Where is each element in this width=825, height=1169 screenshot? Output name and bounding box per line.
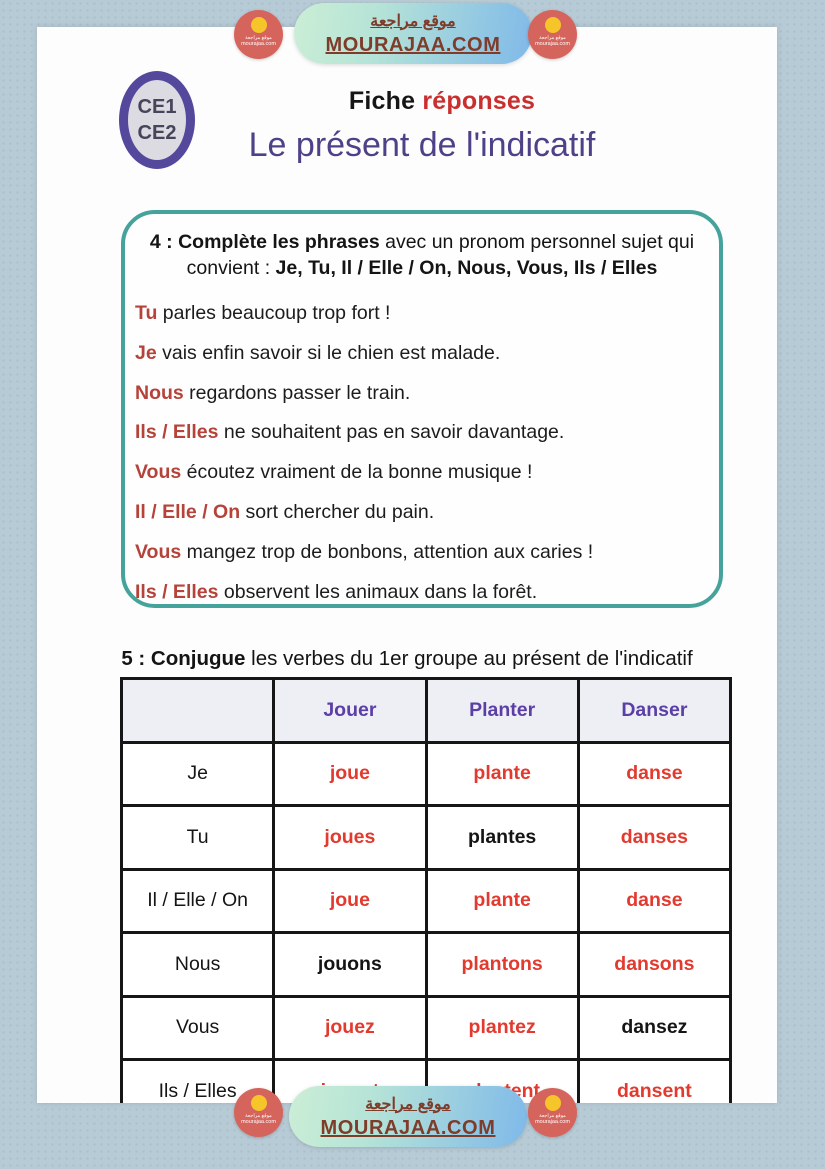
conjugation-cell: dansez bbox=[578, 996, 730, 1060]
exercise5-instruction-text: les verbes du 1er groupe au présent de l'indicatif bbox=[245, 647, 693, 670]
table-corner-cell bbox=[122, 679, 274, 743]
logo-domain-text: mourajaa.com bbox=[241, 1119, 276, 1125]
top-site-banner bbox=[294, 3, 532, 64]
exercise4-instruction-text: avec un pronom personnel sujet qui convient : bbox=[186, 231, 695, 279]
sentence-text: parles beaucoup trop fort ! bbox=[157, 302, 391, 324]
answer-pronoun: Ils / Elles bbox=[135, 580, 219, 603]
bottom-banner-arabic-text: موقع مراجعة bbox=[365, 1095, 451, 1113]
exercise5-number: 5 : Conjugue bbox=[121, 647, 246, 670]
pronoun-label: Tu bbox=[122, 806, 274, 870]
mourajaa-logo-top-right bbox=[528, 10, 577, 59]
verb-header-danser: Danser bbox=[578, 679, 730, 743]
title-prefix: Fiche bbox=[348, 87, 423, 115]
table-row bbox=[122, 869, 731, 933]
book-icon bbox=[545, 1095, 561, 1111]
conjugation-cell: joue bbox=[274, 869, 426, 933]
sentence bbox=[135, 493, 719, 533]
answer-pronoun: Il / Elle / On bbox=[135, 500, 241, 523]
table-row bbox=[122, 933, 731, 997]
sentence bbox=[135, 533, 719, 573]
logo-domain-text: mourajaa.com bbox=[241, 41, 276, 47]
pronoun-label: Il / Elle / On bbox=[122, 869, 274, 933]
sentence-text: vais enfin savoir si le chien est malade. bbox=[156, 341, 501, 364]
book-icon bbox=[545, 17, 561, 33]
exercise4-box bbox=[121, 210, 723, 608]
logo-arabic-text: موقع مراجعة bbox=[245, 35, 272, 41]
logo-domain-text: mourajaa.com bbox=[535, 1119, 570, 1125]
answer-pronoun: Ils / Elles bbox=[135, 421, 219, 444]
page-title bbox=[107, 87, 777, 116]
conjugation-cell: joues bbox=[274, 806, 426, 870]
conjugation-cell: plantez bbox=[426, 996, 578, 1060]
answer-pronoun: Vous bbox=[135, 461, 182, 484]
conjugation-cell: plantons bbox=[426, 933, 578, 997]
conjugation-cell: dansons bbox=[578, 933, 730, 997]
exercise5-instruction bbox=[37, 647, 777, 671]
mourajaa-logo-bottom-right bbox=[528, 1088, 577, 1137]
conjugation-cell: jouons bbox=[274, 933, 426, 997]
pronoun-label: Nous bbox=[122, 933, 274, 997]
answer-pronoun: Nous bbox=[135, 381, 184, 404]
sentence bbox=[135, 374, 719, 414]
page-subtitle: Le présent de l'indicatif bbox=[248, 126, 596, 164]
sentence bbox=[135, 413, 719, 453]
bottom-site-banner bbox=[289, 1086, 527, 1147]
top-banner-arabic-text: موقع مراجعة bbox=[370, 12, 456, 30]
sentence-text: regardons passer le train. bbox=[183, 381, 411, 404]
pronoun-label: Je bbox=[122, 742, 274, 806]
top-banner-domain-link: MOURAJAA.COM bbox=[325, 33, 501, 56]
pronoun-label: Ils / Elles bbox=[122, 1060, 274, 1104]
sentence-text: écoutez vraiment de la bonne musique ! bbox=[181, 461, 533, 484]
sentence-text: ne souhaitent pas en savoir davantage. bbox=[218, 421, 565, 444]
table-row bbox=[122, 806, 731, 870]
mourajaa-logo-bottom-left bbox=[234, 1088, 283, 1137]
sentence-list bbox=[135, 294, 719, 612]
conjugation-table-body bbox=[122, 742, 731, 1103]
exercise4-instruction bbox=[147, 229, 697, 281]
answer-pronoun: Je bbox=[135, 341, 157, 364]
pronoun-label: Vous bbox=[122, 996, 274, 1060]
conjugation-cell: danse bbox=[578, 869, 730, 933]
sentence-text: observent les animaux dans la forêt. bbox=[218, 580, 538, 603]
conjugation-cell: plante bbox=[426, 742, 578, 806]
conjugation-cell: jouez bbox=[274, 996, 426, 1060]
mourajaa-logo-top-left bbox=[234, 10, 283, 59]
conjugation-table-header-row bbox=[122, 679, 731, 743]
logo-arabic-text: موقع مراجعة bbox=[245, 1113, 272, 1119]
sentence bbox=[135, 573, 719, 613]
sentence bbox=[135, 294, 719, 334]
logo-arabic-text: موقع مراجعة bbox=[539, 35, 566, 41]
conjugation-cell: danse bbox=[578, 742, 730, 806]
logo-arabic-text: موقع مراجعة bbox=[539, 1113, 566, 1119]
book-icon bbox=[251, 1095, 267, 1111]
bottom-banner-domain-link: MOURAJAA.COM bbox=[320, 1116, 496, 1139]
level-ce1: CE1 bbox=[137, 96, 177, 118]
verb-header-planter: Planter bbox=[426, 679, 578, 743]
conjugation-cell: danses bbox=[578, 806, 730, 870]
sentence-text: sort chercher du pain. bbox=[240, 500, 435, 523]
level-ce2: CE2 bbox=[137, 122, 177, 144]
answer-pronoun: Tu bbox=[135, 302, 158, 324]
book-icon bbox=[251, 17, 267, 33]
sentence bbox=[135, 334, 719, 374]
conjugation-cell: joue bbox=[274, 742, 426, 806]
answer-pronoun: Vous bbox=[135, 540, 182, 563]
conjugation-cell: plante bbox=[426, 869, 578, 933]
conjugation-table bbox=[120, 677, 732, 1103]
table-row bbox=[122, 742, 731, 806]
logo-domain-text: mourajaa.com bbox=[535, 41, 570, 47]
sentence-text: mangez trop de bonbons, attention aux caries ! bbox=[181, 540, 594, 563]
conjugation-cell: dansent bbox=[578, 1060, 730, 1104]
verb-header-jouer: Jouer bbox=[274, 679, 426, 743]
title-highlight: réponses bbox=[422, 87, 536, 115]
sentence bbox=[135, 453, 719, 493]
worksheet-page bbox=[37, 27, 777, 1103]
conjugation-cell: plantes bbox=[426, 806, 578, 870]
table-row bbox=[122, 996, 731, 1060]
exercise4-number: 4 : Complète les phrases bbox=[149, 231, 380, 253]
exercise4-pronoun-list: Je, Tu, Il / Elle / On, Nous, Vous, Ils / Elles bbox=[275, 257, 658, 279]
